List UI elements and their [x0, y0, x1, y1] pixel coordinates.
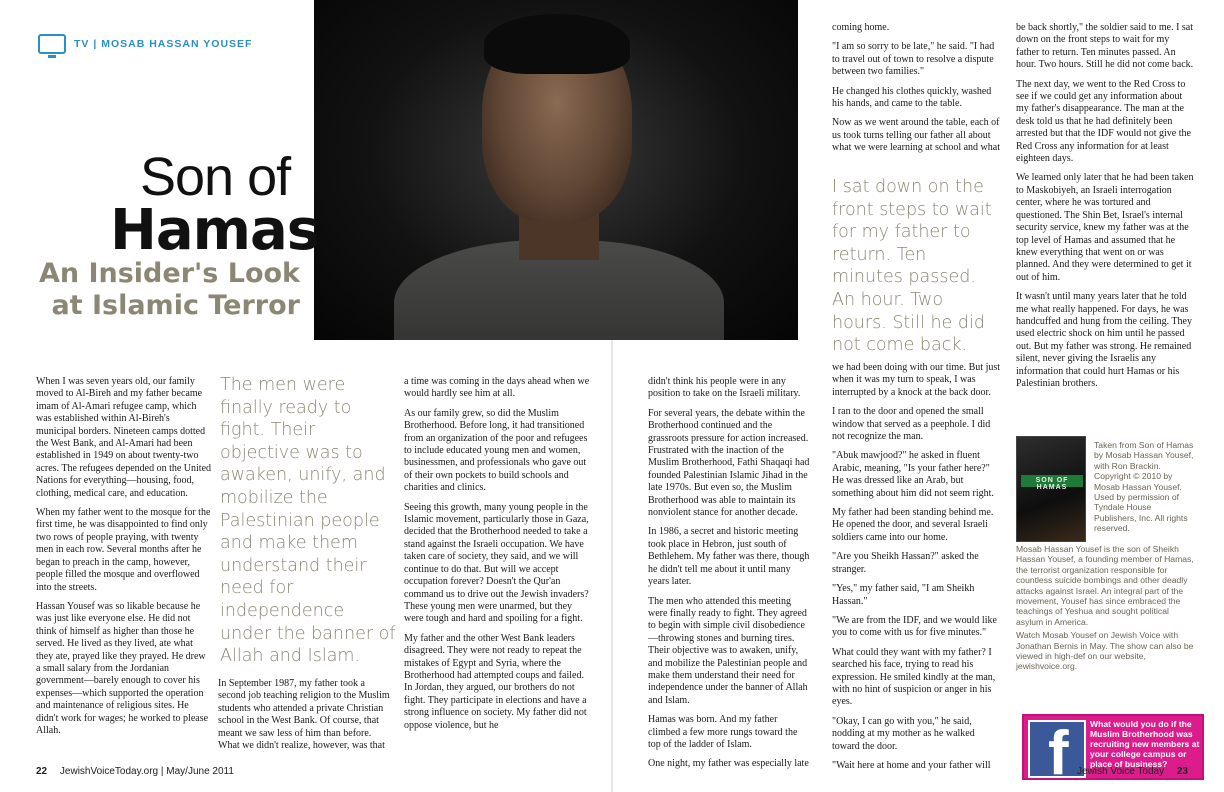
header-label: [74, 38, 252, 50]
paragraph: It wasn't until many years later that he told me what really happened. For days, he was handcuffed and hung from the ceiling. They used electric shock on him until he passed out. But my father was strong. He remained silent, never giving the Israelis any information that could hurt Hamas or his Palestinian brothers.: [1016, 291, 1192, 389]
article-column-6: [1016, 22, 1194, 397]
page-number-right: 23: [1176, 766, 1188, 777]
title-line-2: Hamas: [110, 198, 320, 263]
paragraph: "Abuk mawjood?" he asked in fluent Arabic, meaning, "Is your father here?" He was dressed like an Arab, but something about him did not seem right.: [832, 450, 994, 499]
tv-icon: [38, 34, 66, 54]
folio-publication: Jewish Voice Today: [1077, 766, 1165, 777]
paragraph: "We are from the IDF, and we would like you to come with us for five minutes.": [832, 614, 997, 639]
portrait-photo: [314, 0, 798, 340]
page-number-left: 22: [36, 766, 48, 777]
article-column-5-top: [832, 22, 1002, 162]
photo-hair: [484, 14, 630, 74]
author-bio: [1016, 544, 1198, 672]
facebook-promo-text: What would you do if the Muslim Brotherhood was recruiting new members at your college campus or place of business?: [1090, 719, 1200, 769]
paragraph: Hamas was born. And my father climbed a few more rungs toward the top of the ladder of Islam.: [648, 714, 798, 750]
watch-note: Watch Mosab Yousef on Jewish Voice with Jonathan Bernis in May. The show can also be viewed in high-def on our website, jewishvoice.org.: [1016, 630, 1194, 672]
paragraph: "Wait here at home and your father will: [832, 759, 991, 771]
subtitle: [30, 258, 300, 322]
article-column-2: [218, 678, 394, 759]
paragraph: I ran to the door and opened the small window that served as a peephole. I did not recognize the man.: [832, 406, 991, 443]
paragraph: One night, my father was especially late: [648, 758, 809, 770]
paragraph: didn't think his people were in any position to take on the Israeli military.: [648, 376, 801, 400]
paragraph: We learned only later that he had been taken to Maskobiyeh, an Israeli interrogation center, where he was tortured and questioned. The Shin Bet, Israel's internal security service, knew my father was at the top level of Hamas and assumed that he knew everything that went on or was planned. And they were determined to get it out of him.: [1016, 172, 1194, 283]
article-column-5-bottom: [832, 362, 1002, 779]
paragraph: "Are you Sheikh Hassan?" asked the stranger.: [832, 551, 979, 575]
paragraph: "Okay, I can go with you," he said, nodding at my mother as he walked toward the door.: [832, 715, 975, 752]
folio-right: [1077, 766, 1188, 777]
paragraph: a time was coming in the days ahead when we would hardly see him at all.: [404, 376, 590, 400]
paragraph: My father had been standing behind me. He opened the door, and several Israeli soldiers came into our home.: [832, 507, 994, 543]
paragraph: When my father went to the mosque for the first time, he was disappointed to find only two rows of people praying, with twenty men in each row. Several months after he began to preach in the camp, however, people filled the mosque and overflowed into the streets.: [36, 507, 211, 593]
paragraph: Now as we went around the table, each of us took turns telling our father all about what we were learning at school and what: [832, 117, 1000, 154]
paragraph: He changed his clothes quickly, washed his hands, and came to the table.: [832, 85, 992, 110]
header-section: TV: [74, 38, 90, 50]
paragraph: When I was seven years old, our family moved to Al-Bireh and my father became imam of Al-Amari refugee camp, which was established within Al-Bireh's municipal borders. Nineteen camps dotted the West Bank, and Al-Amari had been established in 1949 on about twenty-two acres. The refugees depended on the United Nations for everything—housing, food, clothing, medical care, and education.: [36, 376, 212, 499]
article-column-1: [36, 376, 212, 744]
paragraph: As our family grew, so did the Muslim Brotherhood. Before long, it had transitioned from an organization of the poor and refugees to include educated young men and women, businessmen, and professionals who gave out of their own pockets to build schools and charities and clinics.: [404, 407, 588, 494]
paragraph: "I am so sorry to be late," he said. "I had to travel out of town to resolve a dispute between two families.": [832, 41, 995, 78]
book-cover-image: [1016, 436, 1086, 542]
title-line-1: Son of: [140, 147, 291, 207]
article-column-4: [648, 376, 810, 778]
paragraph: Seeing this growth, many young people in the Islamic movement, particularly those in Gaza, decided that the Brotherhood needed to take a stand against the Israeli occupation. We have taken care of society, they said, and we will continue to do that. But will we accept occupation forever? Doesn't the Qur'an command us to drive out the Jewish invaders? These young men were unarmed, but they were tough and hard and spoiling for a fight.: [404, 501, 589, 625]
paragraph: The next day, we went to the Red Cross to see if we could get any information about my father's disappearance. The man at the desk told us that he had definitely been arrested but that the IDF would not give the Red Cross any information for at least eighteen days.: [1016, 78, 1191, 165]
paragraph: My father and the other West Bank leaders disagreed. They were not ready to repeat the mistakes of Egypt and Syria, where the Brotherhood had attempted coups and failed. In Jordan, they argued, our brothers do not fight. They participate in elections and have a strong influence on society. My father did not oppose violence, but he: [404, 632, 587, 731]
header-separator: |: [93, 38, 98, 50]
subtitle-line-1: An Insider's Look: [38, 258, 300, 289]
paragraph: For several years, the debate within the Brotherhood continued and the grassroots pressure for action increased. Frustrated with the inaction of the Muslim Brotherhood, Fathi Shaqaqi had founded Palestinian Islamic Jihad in the late 1970s. But even so, the Muslim Brotherhood was able to maintain its nonviolent stance for another decade.: [648, 407, 810, 519]
bio-paragraph: Mosab Hassan Yousef is the son of Sheikh Hassan Yousef, a founding member of Hamas, the terrorist organization responsible for countless suicide bombings and other deadly attacks against Israel. An integral part of the movement, Yousef has since embraced the teachings of Yeshua and sought political asylum in America.: [1016, 544, 1194, 627]
article-column-3: [404, 376, 590, 739]
paragraph: In September 1987, my father took a second job teaching religion to the Muslim students who attended a private Christian school in the West Bank. Of course, that meant we saw less of him than before. What we didn't realize, however, was that: [218, 678, 390, 752]
subtitle-line-2: at Islamic Terror: [51, 290, 300, 321]
folio-left: [36, 766, 234, 777]
paragraph: we had been doing with our time. But just when it was my turn to speak, I was interrupted by a knock at the back door.: [832, 362, 1001, 398]
paragraph: coming home.: [832, 22, 890, 33]
pull-quote-1: The men were finally ready to fight. Their objective was to awaken, unify, and mobilize the Palestinian people and make them understand their need for independence under the banner of Allah and Islam.: [220, 375, 396, 667]
paragraph: The men who attended this meeting were finally ready to fight. They agreed to begin with simple civil disobedience—throwing stones and burning tires. Their objective was to awaken, unify, and mobilize the Palestinian people and make them understand their need for independence under the banner of Allah and Islam.: [648, 595, 808, 706]
facebook-letter: f: [1048, 719, 1069, 788]
paragraph: Hassan Yousef was so likable because he was just like everyone else. He did not think of himself as higher than those he served. He lived as they lived, ate what they ate, prayed like they prayed. He drew a small salary from the Jordanian government—barely enough to cover his expenses—which supported the operation and maintenance of religious sites. He didn't work for wages; he worked to please Allah.: [36, 600, 209, 736]
section-header: [38, 32, 252, 56]
header-author: MOSAB HASSAN YOUSEF: [101, 38, 253, 50]
paragraph: "Yes," my father said, "I am Sheikh Hassan.": [832, 583, 975, 607]
paragraph: be back shortly," the soldier said to me. I sat down on the front steps to wait for my father to return. Ten minutes passed. An hour. Two hours. Still he did not come back.: [1016, 22, 1194, 71]
folio-separator: |: [160, 766, 164, 777]
book-cover-title: SON OF HAMAS: [1035, 477, 1069, 491]
folio-site: JewishVoiceToday.org: [59, 766, 159, 777]
book-credit: Taken from Son of Hamas by Mosab Hassan Yousef, with Ron Brackin. Copyright © 2010 by Mosab Hassan Yousef. Used by permission of Tyndale House Publishers, Inc. All rights reserved.: [1094, 440, 1194, 534]
pull-quote-2: I sat down on the front steps to wait for my father to return. Ten minutes passed. An hour. Two hours. Still he did not come back.: [832, 177, 992, 356]
paragraph: In 1986, a secret and historic meeting took place in Hebron, just south of Bethlehem. My father was there, though he didn't tell me about it until many years later.: [648, 526, 810, 588]
paragraph: What could they want with my father? I searched his face, trying to read his expression. He smiled kindly at the man, with no hint of suspicion or anger in his eyes.: [832, 646, 996, 708]
folio-issue: May/June 2011: [166, 766, 234, 777]
